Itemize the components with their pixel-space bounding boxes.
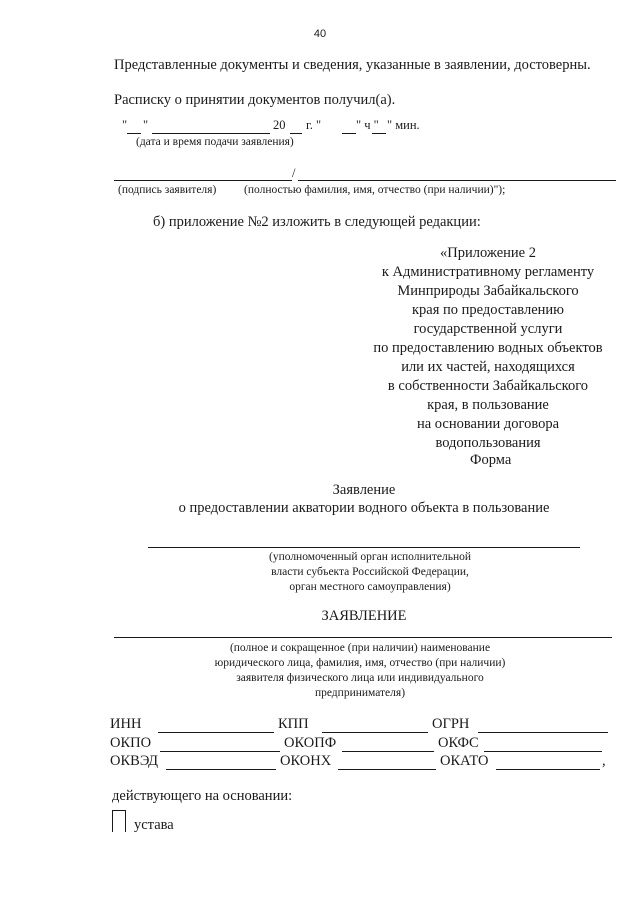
appendix-line: края, в пользование: [427, 397, 549, 413]
okfs-field[interactable]: [484, 751, 602, 752]
appendix-line: водопользования: [435, 435, 541, 451]
kpp-label: КПП: [278, 716, 309, 732]
appendix-line: края по предоставлению: [412, 302, 564, 318]
acting-basis: действующего на основании:: [112, 788, 293, 804]
checkbox-top-edge: [112, 810, 126, 811]
year-prefix: 20: [273, 118, 286, 132]
amendment-text: б) приложение №2 изложить в следующей редакции:: [153, 214, 481, 230]
document-subtitle: о предоставлении акватории водного объекта в пользование: [178, 500, 550, 516]
okonh-field[interactable]: [338, 769, 436, 770]
ogrn-label: ОГРН: [432, 716, 470, 732]
checkbox-left-edge: [112, 810, 113, 832]
statement-true: Представленные документы и сведения, указанные в заявлении, достоверны.: [114, 57, 591, 73]
authority-blank: [148, 547, 580, 548]
authority-hint-line: (уполномоченный орган исполнительной: [268, 551, 472, 563]
charter-checkbox[interactable]: [112, 810, 122, 832]
appendix-line: Минприроды Забайкальского: [397, 283, 579, 299]
hour-blank: [342, 133, 356, 134]
statement-heading: ЗАЯВЛЕНИЕ: [321, 608, 407, 624]
inn-label: ИНН: [110, 716, 142, 732]
okopf-label: ОКОПФ: [284, 735, 337, 751]
appendix-header: [338, 244, 638, 453]
page-number: 40: [313, 28, 327, 40]
applicant-hint-line: юридического лица, фамилия, имя, отчество (при наличии): [214, 657, 506, 669]
applicant-hint: [160, 641, 560, 701]
hour-suffix: " ч ": [356, 118, 379, 132]
receipt-label: Расписку о принятии документов получил(а).: [114, 92, 396, 108]
applicant-hint-line: заявителя физического лица или индивидуального: [236, 672, 484, 684]
authority-hint-line: орган местного самоуправления): [289, 581, 451, 593]
year-suffix: г. ": [306, 118, 322, 132]
fullname-blank: [298, 180, 616, 181]
minute-suffix: " мин.: [387, 118, 420, 132]
quote-open: ": [122, 118, 128, 132]
authority-hint-line: власти субъекта Российской Федерации,: [271, 566, 469, 578]
checkbox-right-edge: [125, 810, 126, 832]
okfs-label: ОКФС: [438, 735, 479, 751]
inn-field[interactable]: [158, 732, 274, 733]
appendix-line: к Административному регламенту: [381, 264, 595, 280]
okved-label: ОКВЭД: [110, 753, 159, 769]
signature-slash: /: [292, 166, 296, 180]
quote-close: ": [143, 118, 149, 132]
kpp-field[interactable]: [322, 732, 428, 733]
appendix-line: или их частей, находящихся: [401, 359, 575, 375]
okato-field[interactable]: [496, 769, 600, 770]
day-blank: [127, 133, 141, 134]
applicant-blank: [114, 637, 612, 638]
applicant-hint-line: (полное и сокращенное (при наличии) наименование: [229, 642, 491, 654]
year-blank: [290, 133, 302, 134]
okato-comma: ,: [602, 753, 606, 769]
month-blank: [152, 133, 270, 134]
registry-row-3: [110, 753, 620, 773]
minute-blank: [372, 133, 386, 134]
form-label: Форма: [470, 452, 512, 468]
appendix-line: «Приложение 2: [440, 245, 536, 261]
registry-row-2: [110, 735, 620, 755]
appendix-line: по предоставлению водных объектов: [373, 340, 603, 356]
registry-row-1: [110, 716, 620, 736]
okved-field[interactable]: [166, 769, 276, 770]
authority-hint: [220, 550, 520, 595]
okonh-label: ОКОНХ: [280, 753, 332, 769]
ogrn-field[interactable]: [478, 732, 608, 733]
date-hint: (дата и время подачи заявления): [136, 136, 294, 148]
appendix-line: в собственности Забайкальского: [387, 378, 589, 394]
appendix-line: на основании договора: [416, 416, 560, 432]
fullname-hint: (полностью фамилия, имя, отчество (при наличии)");: [244, 184, 506, 196]
signature-blank: [114, 180, 292, 181]
document-title: Заявление: [332, 482, 396, 498]
charter-option: устава: [134, 817, 174, 833]
appendix-line: государственной услуги: [413, 321, 563, 337]
okopf-field[interactable]: [342, 751, 434, 752]
okato-label: ОКАТО: [440, 753, 489, 769]
applicant-hint-line: предпринимателя): [314, 687, 406, 699]
okpo-label: ОКПО: [110, 735, 152, 751]
okpo-field[interactable]: [160, 751, 280, 752]
signature-hint: (подпись заявителя): [118, 184, 217, 196]
